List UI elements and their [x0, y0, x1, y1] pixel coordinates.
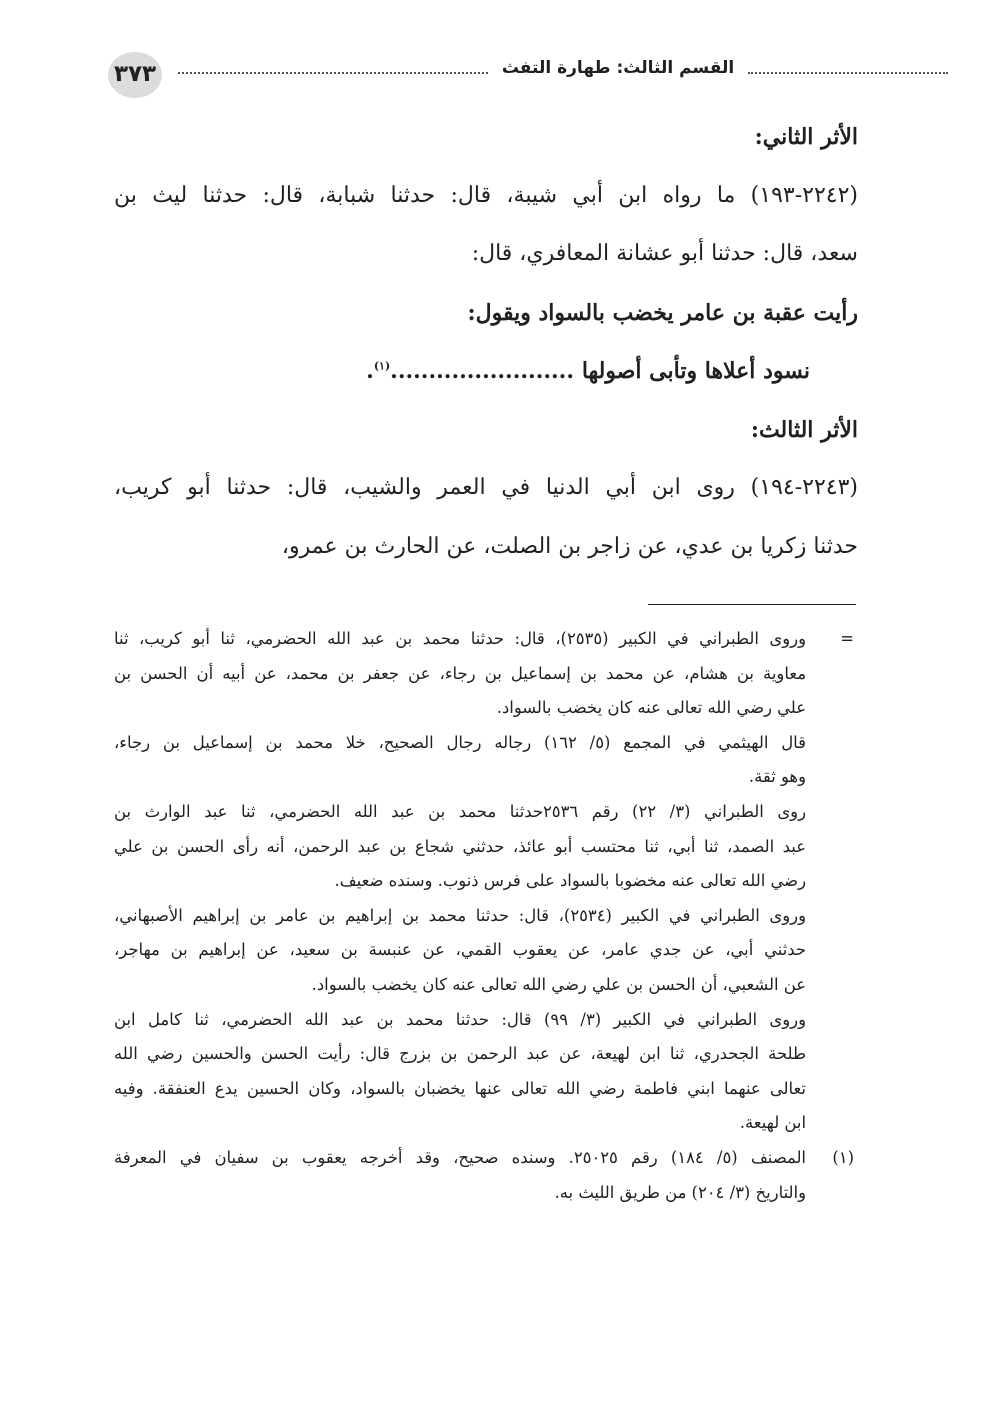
- verse-end: .: [366, 358, 374, 384]
- footnote-line: عن الشعبي، أن الحسن بن علي رضي الله تعالى عنه كان يخضب بالسواد.: [311, 974, 806, 994]
- footnote-line: تعالى عنهما ابني فاطمة رضي الله تعالى عنها يخضبان بالسواد، وكان الحسين يدع العنفقة. وفيه: [114, 1078, 806, 1098]
- footnote-line: وهو ثقة.: [748, 767, 806, 787]
- page-number: ٣٧٣: [108, 52, 162, 98]
- header-dotted-rule-left: [178, 72, 488, 74]
- footnote-line: روى الطبراني (٣/ ٢٢) رقم ٢٥٣٦حدثنا محمد بن عبد الله الحضرمي، ثنا عبد الوارث بن: [114, 801, 806, 821]
- verse-ellipsis: [366, 342, 574, 401]
- continuation-marker: =: [840, 629, 854, 648]
- footnotes: [114, 622, 856, 1210]
- footnote-line: رضي الله تعالى عنه مخضوبا بالسواد على فرس ذنوب. وسنده ضعيف.: [334, 871, 806, 891]
- footnote-line: وروى الطبراني في الكبير (٢٥٣٤)، قال: حدثنا محمد بن إبراهيم بن عامر بن إبراهيم الأصبهاني،: [114, 905, 807, 925]
- paragraph-line: (٢٢٤٣-١٩٤) روى ابن أبي الدنيا في العمر والشيب، قال: حدثنا أبو كريب،: [114, 475, 858, 500]
- footnote-line: حدثني أبي، عن جدي عامر، عن يعقوب القمي، عن عنبسة بن سعيد، عن إبراهيم بن مهاجر،: [114, 940, 806, 960]
- verse-hemistich: نسود أعلاها وتأبى أصولها: [581, 358, 810, 384]
- footnote-line: وروى الطبراني في الكبير (٣/ ٩٩) قال: حدثنا محمد بن عبد الله الحضرمي، ثنا كامل ابن: [114, 1009, 807, 1029]
- paragraph-line: سعد، قال: حدثنا أبو عشانة المعافري، قال:: [471, 241, 858, 266]
- page-header: [108, 52, 848, 98]
- header-dotted-rule-right: [748, 72, 948, 74]
- main-text: [114, 108, 858, 576]
- quote-line: رأيت عقبة بن عامر يخضب بالسواد ويقول:: [467, 299, 858, 326]
- footnote-line: والتاريخ (٣/ ٢٠٤) من طريق الليث به.: [554, 1182, 806, 1202]
- footnote-separator: [648, 604, 856, 605]
- heading-second-athar: الأثر الثاني:: [754, 124, 858, 150]
- paragraph-line: حدثنا زكريا بن عدي، عن زاجر بن الصلت، عن الحارث بن عمرو،: [281, 533, 858, 559]
- footnote-line: ابن لهيعة.: [739, 1113, 806, 1133]
- section-title: القسم الثالث: طهارة التفث: [501, 58, 735, 78]
- poetry-verse: [114, 342, 858, 401]
- footnote-line: معاوية بن هشام، عن محمد بن إسماعيل بن رجاء، عن جعفر بن محمد، عن أبيه أن الحسن بن: [114, 663, 806, 683]
- paragraph-line: (٢٢٤٢-١٩٣) ما رواه ابن أبي شيبة، قال: حدثنا شبابة، قال: حدثنا ليث بن: [114, 182, 858, 208]
- verse-dots: ........................: [390, 358, 574, 384]
- footnote-1: (١) المصنف (٥/ ١٨٤) رقم ٢٥٠٢٥. وسنده صحيح، وقد أخرجه يعقوب بن سفيان في المعرفة: [114, 1141, 856, 1176]
- footnote-ref: (١): [373, 359, 391, 373]
- heading-third-athar: الأثر الثالث:: [750, 416, 858, 443]
- footnote-line: طلحة الجحدري، ثنا ابن لهيعة، عن عبد الرحمن بن بزرج قال: رأيت الحسن والحسين رضي الله: [114, 1044, 806, 1064]
- footnote-line: = وروى الطبراني في الكبير (٢٥٣٥)، قال: حدثنا محمد بن عبد الله الحضرمي، ثنا أبو كريب، ثنا: [114, 622, 856, 657]
- footnote-line: علي رضي الله تعالى عنه كان يخضب بالسواد.: [496, 698, 806, 718]
- footnote-line: قال الهيثمي في المجمع (٥/ ١٦٢) رجاله رجال الصحيح، خلا محمد بن إسماعيل بن رجاء،: [114, 732, 807, 752]
- footnote-line: عبد الصمد، ثنا أبي، ثنا محتسب أبو عائذ، حدثني شجاع بن عبد الرحمن، أنه رأى الحسن بن علي: [114, 836, 806, 856]
- footnote-number: (١): [832, 1147, 854, 1167]
